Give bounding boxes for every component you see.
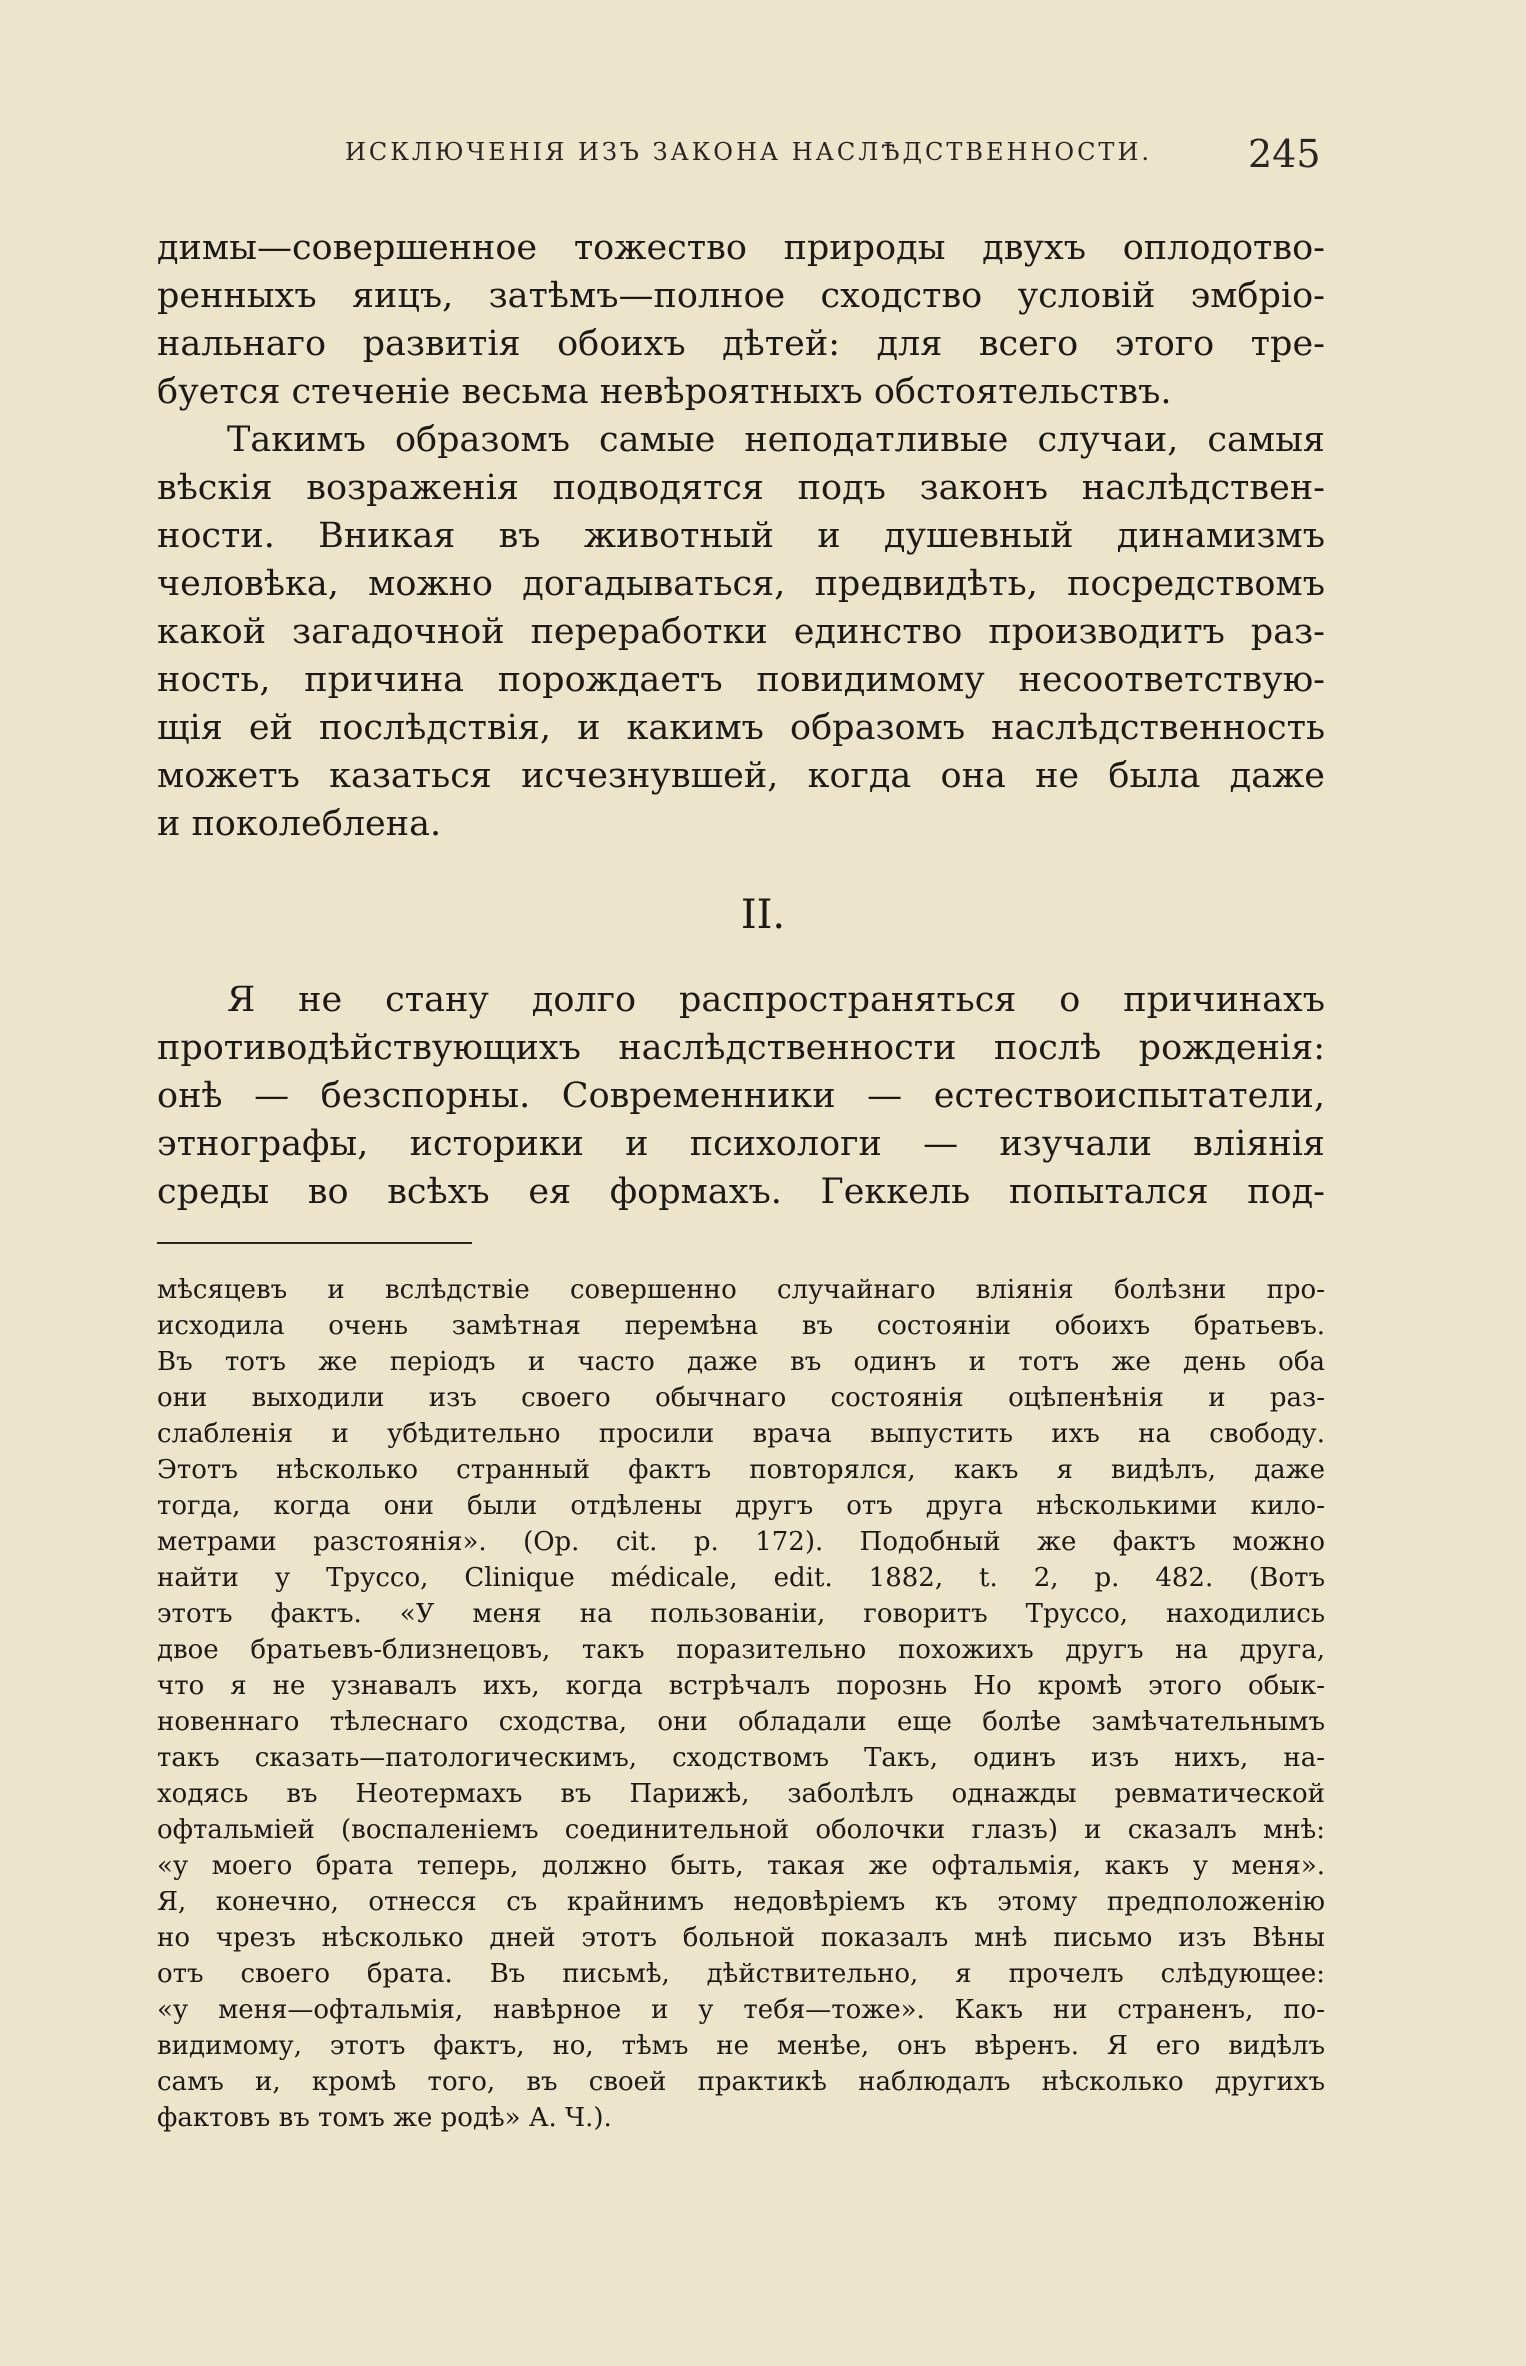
page-number: 245: [1248, 132, 1321, 176]
text-line: Такимъ образомъ самые неподатливые случаи, самыя: [227, 420, 1325, 460]
text-line: человѣка, можно догадываться, предвидѣть, посредствомъ: [157, 564, 1325, 604]
text-line: буется стеченіе весьма невѣроятныхъ обстоятельствъ.: [157, 372, 1172, 412]
footnote-line: видимому, этотъ фактъ, но, тѣмъ не менѣе, онъ вѣренъ. Я его видѣлъ: [157, 2031, 1325, 2061]
footnote-line: слабленія и убѣдительно просили врача выпустить ихъ на свободу.: [157, 1419, 1325, 1449]
footnote: [157, 1272, 1325, 2136]
text-line: противодѣйствующихъ наслѣдственности послѣ рожденія:: [157, 1028, 1325, 1068]
text-line: онѣ — безспорны. Современники — естествоиспытатели,: [157, 1076, 1325, 1116]
section-heading: II.: [740, 892, 786, 938]
footnote-line: найти у Труссо, Clinique médicale, edit. 1882, t. 2, p. 482. (Вотъ: [157, 1563, 1325, 1593]
footnote-line: этотъ фактъ. «У меня на пользованіи, говоритъ Труссо, находились: [157, 1599, 1325, 1629]
footnote-rule: [157, 1242, 472, 1244]
footnote-line: самъ и, кромѣ того, въ своей практикѣ наблюдалъ нѣсколько другихъ: [157, 2067, 1325, 2097]
footnote-line: тогда, когда они были отдѣлены другъ отъ друга нѣсколькими кило-: [157, 1491, 1325, 1521]
text-line: среды во всѣхъ ея формахъ. Геккель попытался под-: [157, 1172, 1325, 1212]
footnote-line: новеннаго тѣлеснаго сходства, они обладали еще болѣе замѣчательнымъ: [157, 1707, 1325, 1737]
footnote-line: фактовъ въ томъ же родѣ» А. Ч.).: [157, 2103, 612, 2133]
main-text-lower: [157, 976, 1325, 1216]
footnote-line: такъ сказать—патологическимъ, сходствомъ Такъ, одинъ изъ нихъ, на-: [157, 1743, 1325, 1773]
text-line: нальнаго развитія обоихъ дѣтей: для всего этого тре-: [157, 324, 1325, 364]
footnote-line: они выходили изъ своего обычнаго состоянія оцѣпенѣнія и раз-: [157, 1383, 1325, 1413]
text-line: этнографы, историки и психологи — изучали вліянія: [157, 1124, 1325, 1164]
footnote-line: «у меня—офтальмія, навѣрное и у тебя—тоже». Какъ ни страненъ, по-: [157, 1995, 1325, 2025]
text-line: какой загадочной переработки единство производитъ раз-: [157, 612, 1325, 652]
footnote-line: но чрезъ нѣсколько дней этотъ больной показалъ мнѣ письмо изъ Вѣны: [157, 1923, 1325, 1953]
footnote-line: мѣсяцевъ и вслѣдствіе совершенно случайнаго вліянія болѣзни про-: [157, 1275, 1325, 1305]
footnote-line: Этотъ нѣсколько странный фактъ повторялся, какъ я видѣлъ, даже: [157, 1455, 1325, 1485]
text-line: можетъ казаться исчезнувшей, когда она не была даже: [157, 756, 1325, 796]
text-line: ренныхъ яицъ, затѣмъ—полное сходство условій эмбріо-: [157, 276, 1325, 316]
text-line: ность, причина порождаетъ повидимому несоответствую-: [157, 660, 1325, 700]
footnote-line: «у моего брата теперь, должно быть, такая же офтальмія, какъ у меня».: [157, 1851, 1325, 1881]
footnote-line: офтальміей (воспаленіемъ соединительной оболочки глазъ) и сказалъ мнѣ:: [157, 1815, 1325, 1845]
running-head: ИСКЛЮЧЕНІЯ ИЗЪ ЗАКОНА НАСЛѢДСТВЕННОСТИ.: [345, 138, 1152, 166]
footnote-line: отъ своего брата. Въ письмѣ, дѣйствительно, я прочелъ слѣдующее:: [157, 1959, 1325, 1989]
main-text-upper: [157, 224, 1325, 848]
text-line: вѣскія возраженія подводятся подъ законъ наслѣдствен-: [157, 468, 1325, 508]
text-line: щія ей послѣдствія, и какимъ образомъ наслѣдственность: [157, 708, 1325, 748]
text-line: и поколеблена.: [157, 804, 442, 844]
footnote-line: Я, конечно, отнесся съ крайнимъ недовѣріемъ къ этому предположенію: [157, 1887, 1325, 1917]
footnote-line: ходясь въ Неотермахъ въ Парижѣ, заболѣлъ однажды ревматической: [157, 1779, 1325, 1809]
footnote-line: метрами разстоянія». (Op. cit. p. 172). Подобный же фактъ можно: [157, 1527, 1325, 1557]
footnote-line: двое братьевъ-близнецовъ, такъ поразительно похожихъ другъ на друга,: [157, 1635, 1325, 1665]
text-line: димы—совершенное тожество природы двухъ оплодотво-: [157, 228, 1325, 268]
footnote-line: что я не узнавалъ ихъ, когда встрѣчалъ порознь Но кромѣ этого обык-: [157, 1671, 1325, 1701]
footnote-line: Въ тотъ же періодъ и часто даже въ одинъ и тотъ же день оба: [157, 1347, 1325, 1377]
text-line: Я не стану долго распространяться о причинахъ: [227, 980, 1325, 1020]
text-line: ности. Вникая въ животный и душевный динамизмъ: [157, 516, 1325, 556]
footnote-line: исходила очень замѣтная перемѣна въ состояніи обоихъ братьевъ.: [157, 1311, 1325, 1341]
